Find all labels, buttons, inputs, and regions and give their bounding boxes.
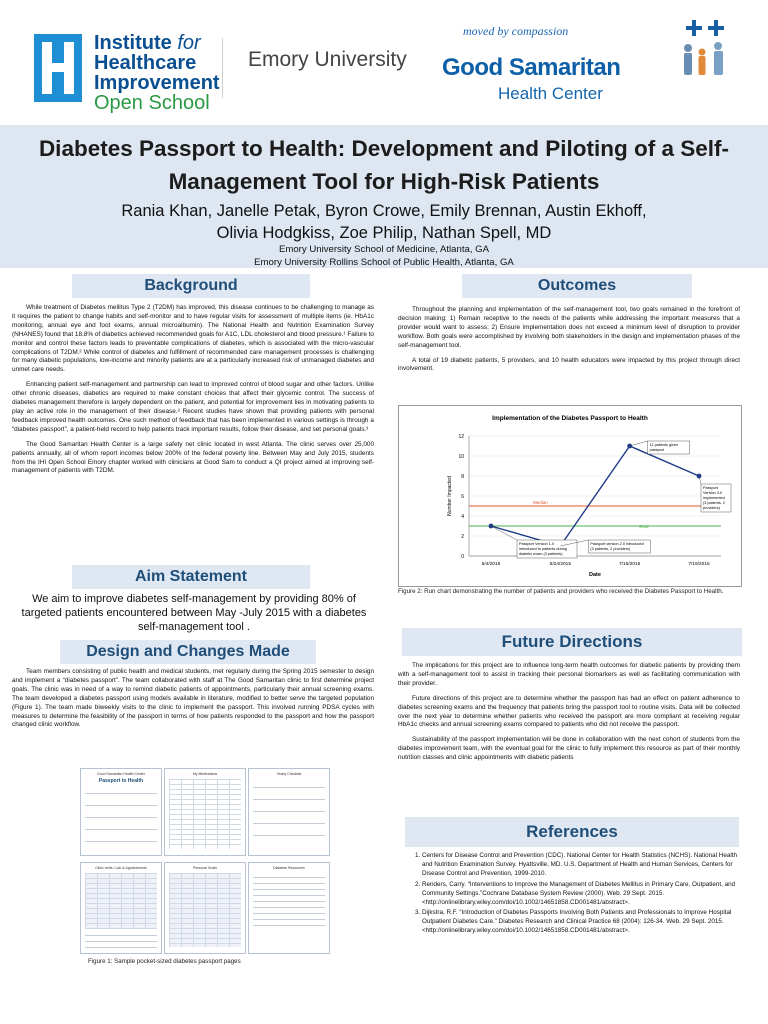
aim-heading: Aim Statement xyxy=(72,565,310,589)
reference-item: 2. Renders, Carry. “Interventions to Improve the Management of Diabetes Mellitus in Primary Care, Outpatient, and Community Settings.”Cochrane Database System Review (2000). Web. 29 Sept. 2015. <http://onlinelibrary.wiley.com/doi/10.1002/14651858.CD001481/abstract>. xyxy=(422,881,740,908)
personal-goals-card xyxy=(164,862,246,954)
gs-tagline: moved by compassion xyxy=(463,24,569,38)
future-text: The implications for this project are to influence long-term health outcomes for diabetic patients by providing them with a self-management tool to assist in tracking their personal biomarkers as well as facilitating communication with their provider. Future directions of this project are to determine whether the passport has had an effect on patient adherence to diabetes screening exams and the frequency that patients bring the passport tool to routine visits. Data will be collected over the next year to determine whether patients who received the passport are more compliant at receiving regular HbA1c checks and annual screening exams compared to patients who did not receive the passport. Sustainability of the passport implementation will be done in collaboration with the next cohort of students from the diabetes improvement team, with the eventual goal for the clinic to fully implement this resource as part of their monthly nutrition classes and clinic appointments with diabetic patients xyxy=(398,662,740,762)
x-tick-label: 7/15/2015 xyxy=(618,562,641,567)
medications-card xyxy=(164,768,246,856)
diabetes-resources-card xyxy=(248,862,330,954)
annotation-text: (3 patients, 2 providers) xyxy=(590,547,631,551)
diabetes-resources-title: Diabetes Resources xyxy=(273,866,305,870)
medications-card-title: My Medications xyxy=(192,772,218,776)
run-chart-frame xyxy=(398,405,742,587)
annotation-text: implemented xyxy=(703,496,725,500)
yearly-checklist-card xyxy=(248,768,330,856)
y-tick-label: 2 xyxy=(461,534,464,540)
design-heading: Design and Changes Made xyxy=(60,640,316,664)
references-list xyxy=(404,852,740,938)
y-tick-label: 10 xyxy=(458,454,464,460)
personal-goals-title: Personal Goals xyxy=(193,866,217,870)
annotation-text: diabetic exam (3 patients) xyxy=(519,552,563,556)
design-text: Team members consisting of public health and medical students, met regularly during the Spring 2015 semester to design and implement a “diabetes passport”. The team collaborated with staff at The Good Samaritan clinic to first determine project goals. The clinic was in need of a way to remind diabetic patients of appointments, particularly their annual screening exams. The team developed a diabetes passport using models available in literature, modified to better serve the targeted population (Figure 1). The team made biweekly visits to the clinic to implement the passport. This involved running PDSA cycles with measures to determine the feasibility of the passport in terms of how patients responded to the passport and how the passport changed clinic workflow. xyxy=(12,668,374,729)
references-heading: References xyxy=(405,817,739,847)
figure2-caption: Figure 2: Run chart demonstrating the number of patients and providers who received the Diabetes Passport to Health. xyxy=(398,588,724,595)
annotation-text: passport xyxy=(649,448,665,452)
x-tick-label: 6/4/2015 xyxy=(481,562,501,567)
y-axis-label: Number Impacted xyxy=(447,476,453,516)
outcomes-heading: Outcomes xyxy=(462,274,692,298)
y-tick-label: 4 xyxy=(461,514,464,520)
gs-logo-subtitle: Health Center xyxy=(498,84,603,103)
figure1-caption: Figure 1: Sample pocket-sized diabetes passport pages xyxy=(88,958,241,965)
y-tick-label: 8 xyxy=(461,474,464,480)
annotation-text: Passport Version 1.0 xyxy=(519,542,555,546)
annotation-text: providers) xyxy=(703,506,720,510)
data-point xyxy=(627,444,632,449)
gs-cross-figures-icon xyxy=(676,18,734,88)
x-axis-label: Date xyxy=(589,572,601,578)
clinic-visits-card xyxy=(80,862,162,954)
header-divider xyxy=(222,38,223,98)
annotation-text: Passport xyxy=(703,486,718,490)
y-tick-label: 6 xyxy=(461,494,464,500)
annotation-text: introduced to patients during xyxy=(519,547,567,551)
aim-text: We aim to improve diabetes self-management by providing 80% of targeted patients encountered between May -July 2015 with a diabetes self-management tool . xyxy=(21,593,367,633)
annotation-leader xyxy=(630,441,648,446)
passport-cover-card xyxy=(80,768,162,856)
y-tick-label: 12 xyxy=(458,434,464,440)
poster-title: Diabetes Passport to Health: Development and Piloting of a Self-Management Tool for High-Risk Patients xyxy=(38,136,730,194)
annotation-text: (3 patients, 2 xyxy=(703,501,725,505)
x-tick-label: 6/24/2015 xyxy=(549,562,572,567)
goal-label: Goal xyxy=(639,524,649,529)
author-list: Rania Khan, Janelle Petak, Byron Crowe, Emily Brennan, Austin Ekhoff, Olivia Hodgkiss, Zoe Philip, Nathan Spell, MD xyxy=(121,202,647,242)
passport-cover-title: Passport to Health xyxy=(98,778,144,784)
reference-item: 1. Centers for Disease Control and Prevention (CDC). National Center for Health Statistics (NCHS). National Health and Nutrition Examination Survey. Hyattsville, MD. U.S. Department of Health and Human Services, Centers for Disease Control and Prevention, 1999-2010. xyxy=(422,852,740,879)
background-text: While treatment of Diabetes mellitus Type 2 (T2DM) has improved, this disease continues to be challenging to manage as it requires the patient to change habits and self-monitor and to have regular visits for assessment of multiple items (ie. HbA1c monitoring, annual eye and foot exams, annual microalbumin). The National Health and Nutrition Examination Survey (NHANES) found that 18.8% of diabetics achieved recommended goals for A1C, LDL cholesterol and blood pressure.¹ Failure to monitor and control these factors leads to preventable complications of diabetes, which is associated with the micro-vascular complications of T2DM.² While control of diabetes and fulfillment of recommended care management processes is challenging for many diabetic populations, low-income and minority patients are at a particularly increased risk of unmanaged diabetes and unmet care needs. Enhancing patient self-management and partnership can lead to improved control of blood sugar and other factors. Unlike other chronic diseases, diabetics are required to make constant choices that affect their glycemic control. The success of diabetes management therefore is largely dependent on the patient, and potential for improvement lies in motivating patients to play an active role in the management of their disease.³ Recent studies have shown that providing patients with personal feedback improved health outcomes. One such method of feedback that has been implemented in various settings is through a “diabetes passport”, a patient-held record to help patients track important results, follow their disease, and set personal goals.³ The Good Samaritan Health Center is a large safety net clinic located in west Atlanta. The clinic serves over 25,000 patients annually, all of whom report incomes below 200% of the federal poverty line. Between May and July 2015, students from the IHI Open School Emory chapter worked with clinicians at Good Sam to conduct a QI project aimed at improving self-management of patients with T2DM. xyxy=(12,304,374,475)
affiliations: Emory University School of Medicine, Atlanta, GA Emory University Rollins School of Public Health, Atlanta, GA xyxy=(254,244,514,268)
annotation-text: Version 3.0 xyxy=(703,491,722,495)
y-tick-label: 0 xyxy=(461,554,464,560)
outcomes-text: Throughout the planning and implementation of the self-management tool, two goals remained in the forefront of decision making: 1) Remain receptive to the needs of the patients while addressing the important measures that a provider would want to assess; 2) Ensure implementation does not exceed a minimum level of disruption to provider workflow. Both goals were accomplished by involving both stakeholders in the design and implementation phases of the self-management tool. A total of 19 diabetic patients, 5 providers, and 10 health educators were impacted by this project through direct involvement. xyxy=(398,306,740,373)
median-label: Median xyxy=(533,500,548,505)
reference-item: 3. Dijkstra, R.F. “Introduction of Diabetes Passports Involving Both Patients and Professionals to Improve Hospital Outpatient Diabetes Care.” Diabetes Research and Clinical Practice 68 (2004): 126-34. Web. 29 Sept. 2015. <http://onlinelibrary.wiley.com/doi/10.1002/14651858.CD001481/abstract>. xyxy=(422,909,740,936)
ihi-logo-text: Institute for Healthcare Improvement Open School xyxy=(94,32,220,114)
annotation-text: 11 patients given xyxy=(649,443,679,447)
yearly-checklist-title: Yearly Checklist xyxy=(276,772,302,776)
future-heading: Future Directions xyxy=(402,628,742,656)
clinic-visits-title: Clinic visits / Lab & Appointments xyxy=(95,866,147,870)
passport-cover-subtitle: Good Samaritan Health Center xyxy=(96,772,146,776)
emory-logo-text: Emory University xyxy=(248,48,407,71)
run-chart xyxy=(399,406,741,586)
ihi-logo-mark xyxy=(34,34,82,102)
gs-logo-name: Good Samaritan xyxy=(442,54,621,81)
x-tick-label: 7/19/2015 xyxy=(688,562,710,567)
background-heading: Background xyxy=(72,274,310,298)
chart-title: Implementation of the Diabetes Passport to Health xyxy=(492,415,648,422)
annotation-text: Passport version 2.0 introduced xyxy=(590,542,644,546)
